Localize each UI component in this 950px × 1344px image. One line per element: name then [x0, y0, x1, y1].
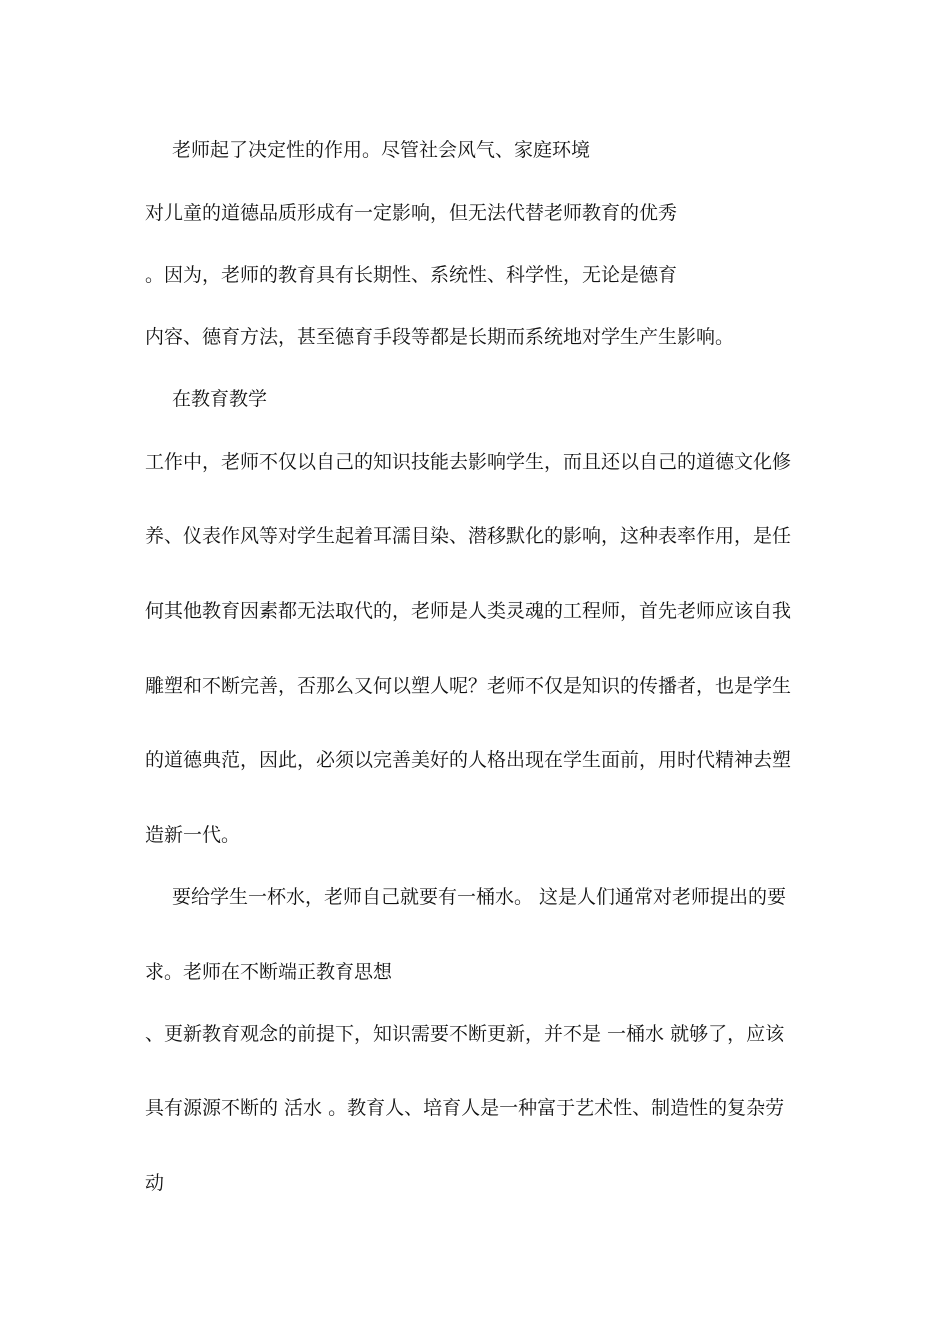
paragraph-line: 雕塑和不断完善，否那么又何以塑人呢？老师不仅是知识的传播者，也是学生 — [145, 675, 792, 697]
paragraph-line: 养、仪表作风等对学生起着耳濡目染、潜移默化的影响，这种表率作用，是任 — [145, 525, 792, 547]
paragraph-line: 在教育教学 — [172, 388, 268, 410]
paragraph-line: 工作中，老师不仅以自己的知识技能去影响学生，而且还以自己的道德文化修 — [145, 451, 792, 473]
paragraph-line: 的道德典范，因此，必须以完善美好的人格出现在学生面前，用时代精神去塑 — [145, 749, 792, 771]
paragraph-line: 何其他教育因素都无法取代的，老师是人类灵魂的工程师，首先老师应该自我 — [145, 600, 792, 622]
paragraph-line: 造新一代。 — [145, 824, 241, 846]
paragraph-line: 求。老师在不断端正教育思想 — [145, 961, 393, 983]
paragraph-line: 、更新教育观念的前提下，知识需要不断更新，并不是 一桶水 就够了，应该 — [145, 1023, 785, 1045]
paragraph-line: 动 — [145, 1172, 165, 1194]
paragraph-line: 具有源源不断的 活水 。教育人、培育人是一种富于艺术性、制造性的复杂劳 — [145, 1097, 785, 1119]
paragraph-line: 。因为，老师的教育具有长期性、系统性、科学性，无论是德育 — [145, 264, 678, 286]
paragraph-line: 要给学生一杯水，老师自己就要有一桶水。 这是人们通常对老师提出的要 — [172, 886, 787, 908]
paragraph-line: 对儿童的道德品质形成有一定影响，但无法代替老师教育的优秀 — [145, 202, 678, 224]
paragraph-line: 老师起了决定性的作用。尽管社会风气、家庭环境 — [172, 139, 591, 161]
paragraph-line: 内容、德育方法，甚至德育手段等都是长期而系统地对学生产生影响。 — [145, 326, 735, 348]
